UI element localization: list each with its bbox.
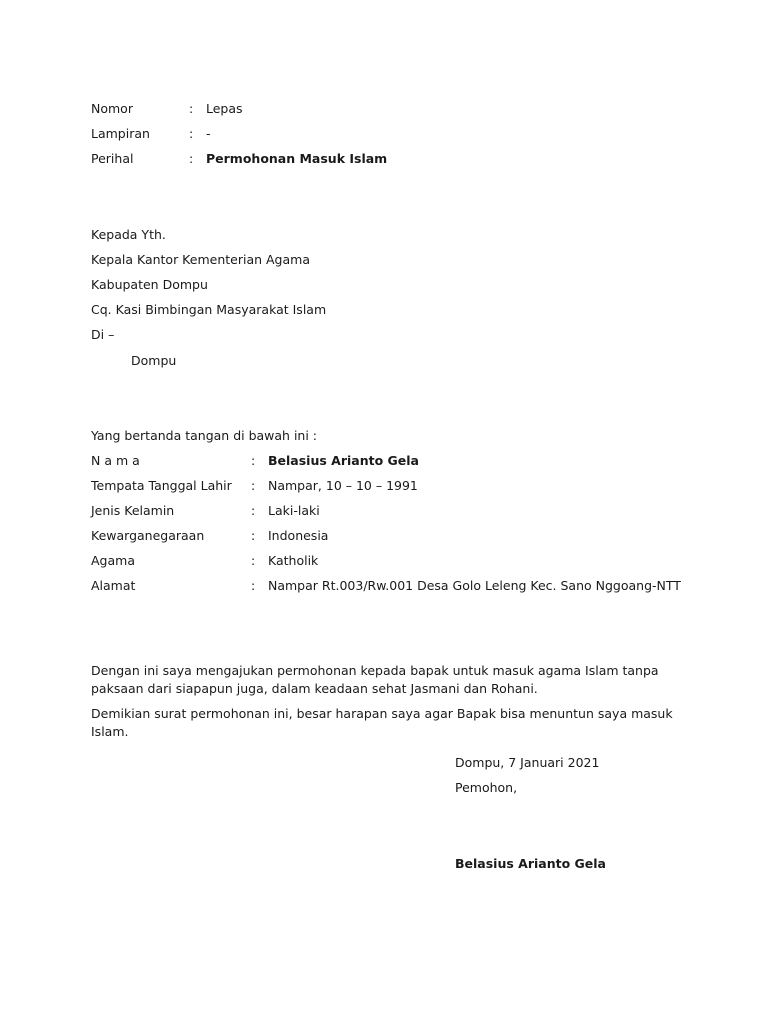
signature-role: Pemohon, — [455, 780, 518, 795]
nomor-value: Lepas — [206, 101, 243, 116]
lampiran-value: - — [206, 126, 211, 141]
kw-colon: : — [251, 528, 256, 543]
recipient-line-5: Di – — [91, 327, 115, 342]
nomor-colon: : — [189, 101, 194, 116]
nama-value: Belasius Arianto Gela — [268, 453, 419, 468]
lampiran-colon: : — [189, 126, 194, 141]
recipient-line-1: Kepada Yth. — [91, 227, 166, 242]
recipient-line-3: Kabupaten Dompu — [91, 277, 208, 292]
recipient-line-4: Cq. Kasi Bimbingan Masyarakat Islam — [91, 302, 327, 317]
jk-label: Jenis Kelamin — [91, 503, 175, 518]
alamat-label: Alamat — [91, 578, 136, 593]
ttl-colon: : — [251, 478, 256, 493]
alamat-colon: : — [251, 578, 256, 593]
nama-label: N a m a — [91, 453, 140, 468]
signature-place-date: Dompu, 7 Januari 2021 — [455, 755, 600, 770]
ttl-label: Tempata Tanggal Lahir — [91, 478, 232, 493]
kw-label: Kewarganegaraan — [91, 528, 205, 543]
perihal-colon: : — [189, 151, 194, 166]
jk-colon: : — [251, 503, 256, 518]
body-paragraph-1: Dengan ini saya mengajukan permohonan kepada bapak untuk masuk agama Islam tanpa paksaan dari siapapun juga, dalam keadaan sehat Jasmani dan Rohani. — [91, 663, 659, 696]
jk-value: Laki-laki — [268, 503, 320, 518]
agama-label: Agama — [91, 553, 135, 568]
kw-value: Indonesia — [268, 528, 329, 543]
agama-colon: : — [251, 553, 256, 568]
perihal-label: Perihal — [91, 151, 134, 166]
lampiran-label: Lampiran — [91, 126, 150, 141]
agama-value: Katholik — [268, 553, 319, 568]
signature-name: Belasius Arianto Gela — [455, 856, 606, 871]
nama-colon: : — [251, 453, 256, 468]
alamat-value: Nampar Rt.003/Rw.001 Desa Golo Leleng Kec. Sano Nggoang-NTT — [268, 578, 681, 593]
recipient-line-2: Kepala Kantor Kementerian Agama — [91, 252, 310, 267]
ttl-value: Nampar, 10 – 10 – 1991 — [268, 478, 418, 493]
perihal-value: Permohonan Masuk Islam — [206, 151, 388, 166]
body-paragraph-2: Demikian surat permohonan ini, besar harapan saya agar Bapak bisa menuntun saya masuk Islam. — [91, 706, 673, 739]
intro-text: Yang bertanda tangan di bawah ini : — [91, 428, 318, 443]
recipient-line-6: Dompu — [131, 353, 177, 368]
nomor-label: Nomor — [91, 101, 133, 116]
